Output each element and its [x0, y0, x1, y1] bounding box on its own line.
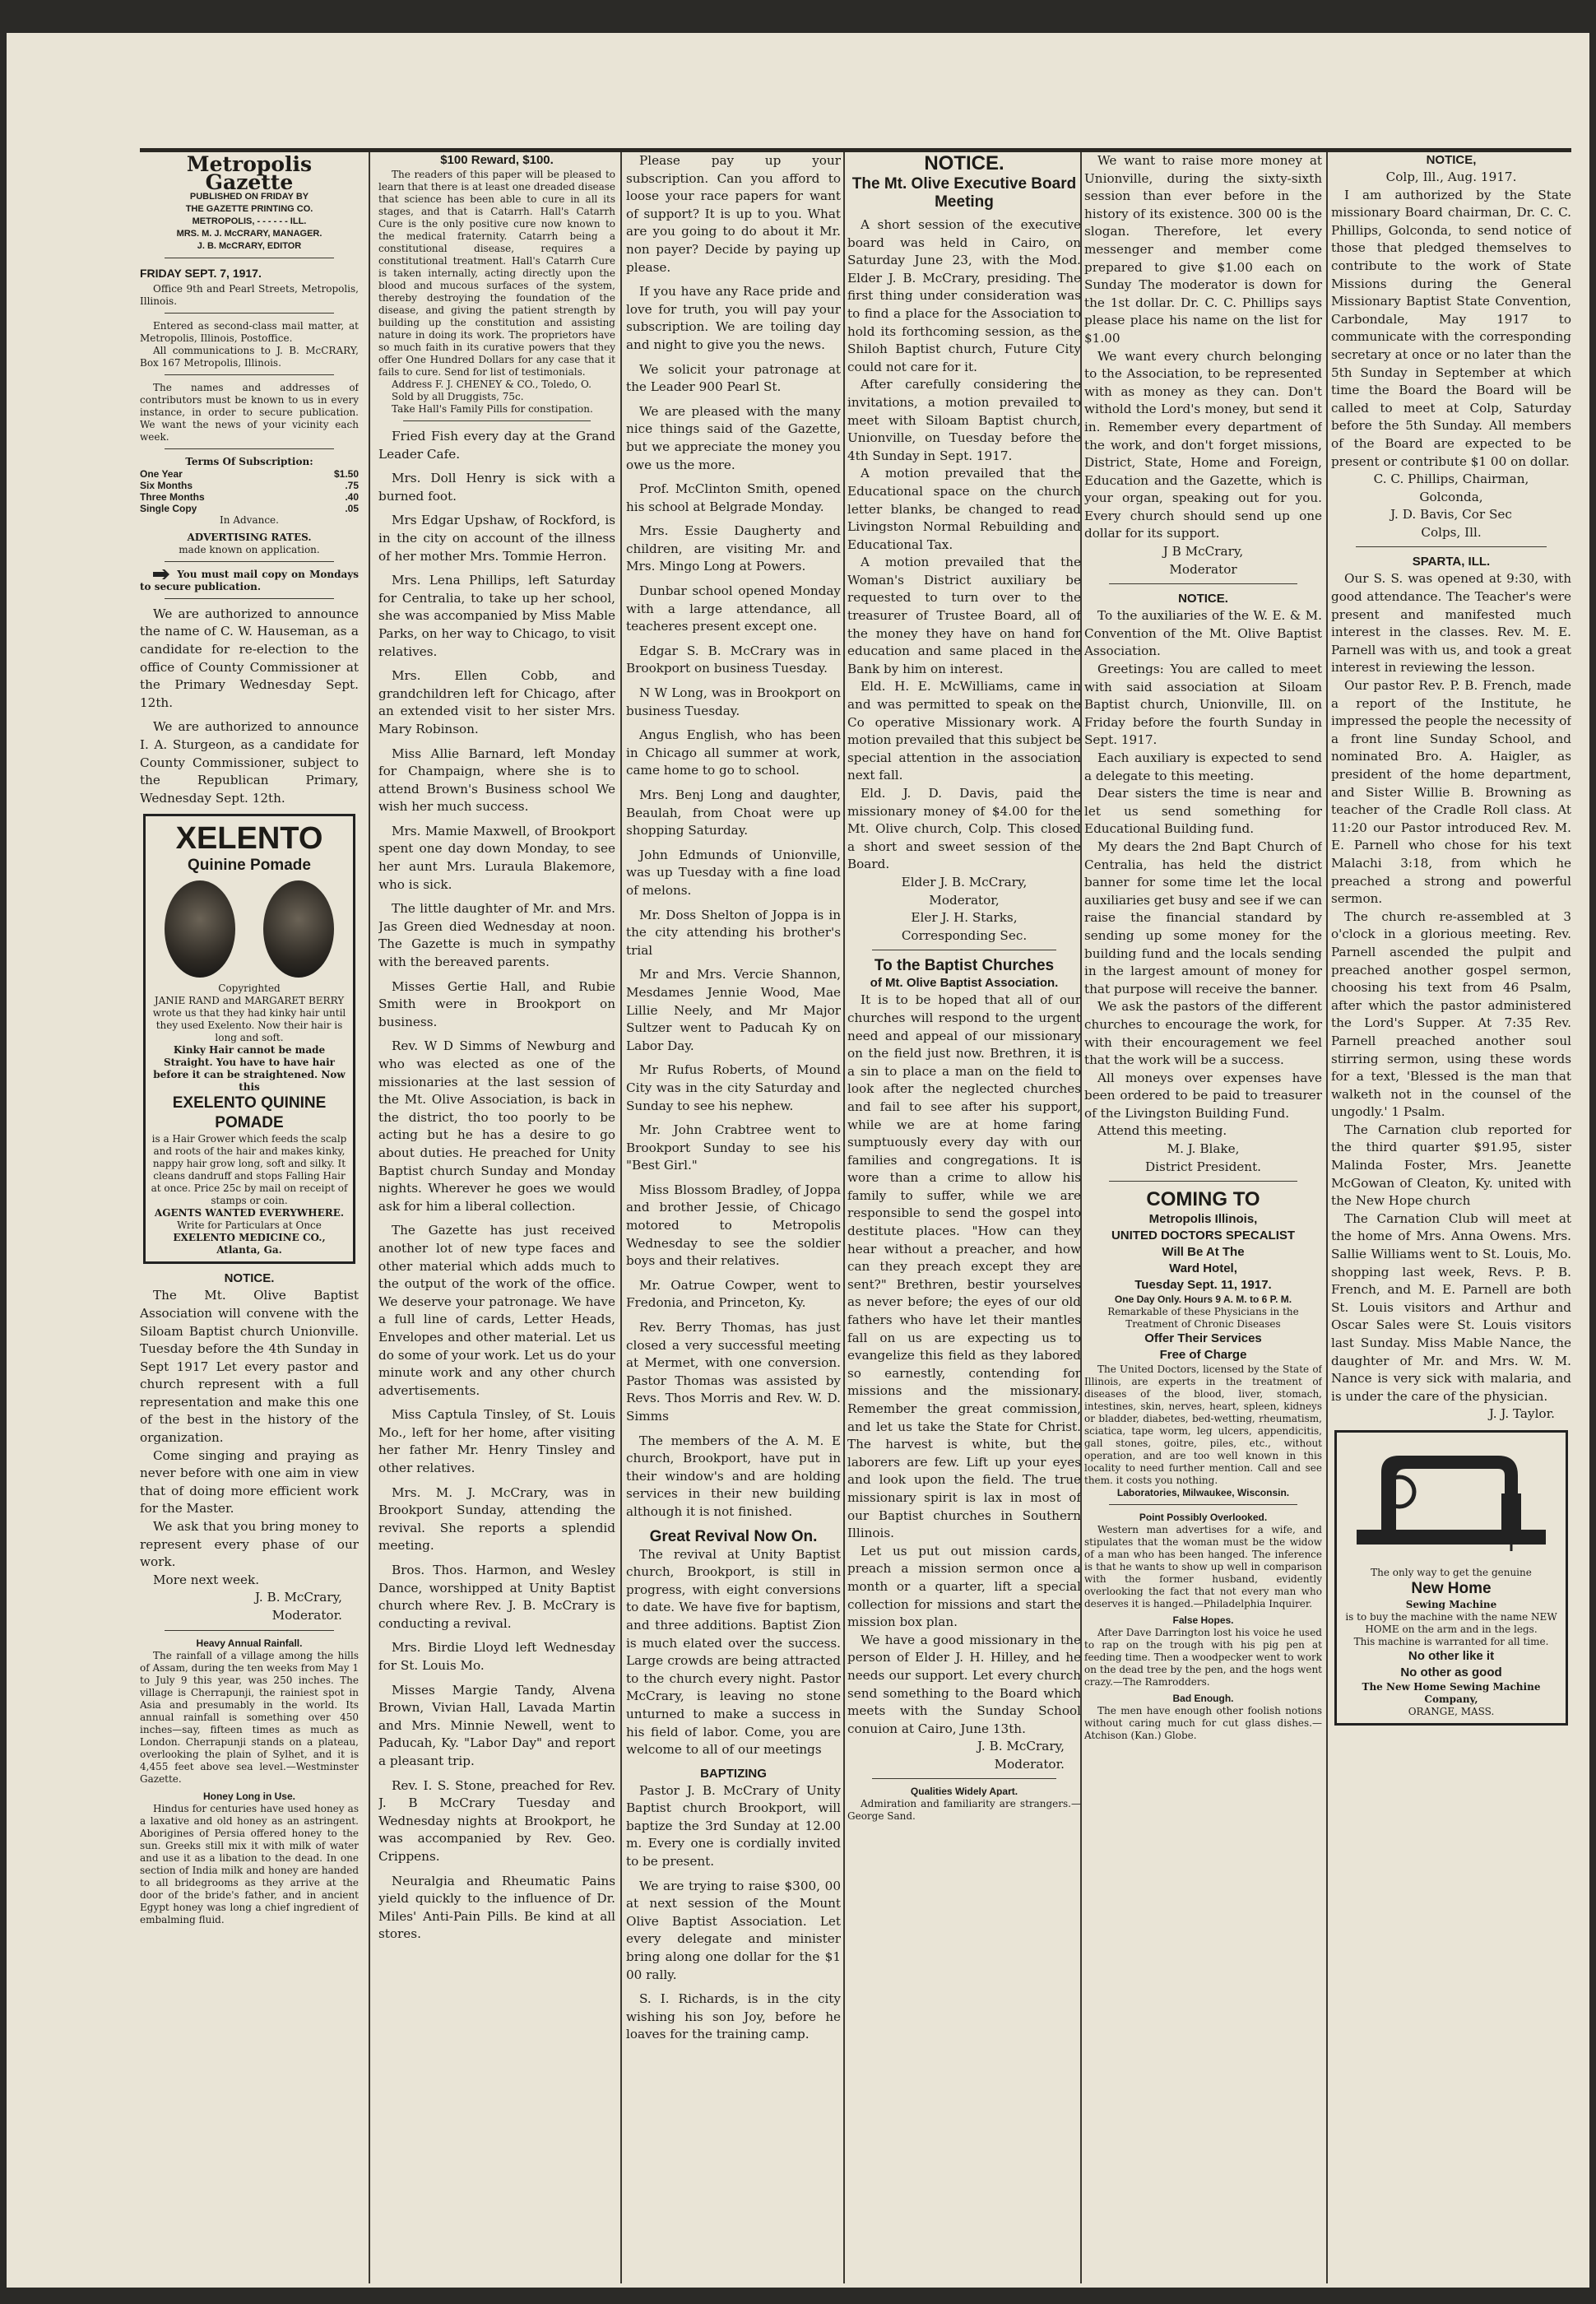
- revival-title: Great Revival Now On.: [649, 1527, 818, 1545]
- new-home-company: The New Home Sewing Machine Company,: [1362, 1680, 1541, 1705]
- doctors-city: Metropolis Illinois,: [1148, 1212, 1258, 1227]
- baptist-paragraph: Let us put out mission cards, preach a mission sermon once a month or a quarter, lift a special collection for missions and start the mission box plan.: [847, 1543, 1081, 1630]
- wem-paragraph: Dear sisters the time is near and let us send something for Educational Building fund.: [1084, 786, 1322, 837]
- wem-paragraph: All moneys over expenses have been ordered to be paid to treasurer of the Livingston Building Fund.: [1084, 1070, 1322, 1121]
- xelento-line1: Kinky Hair cannot be made Straight. You have to have hair before it can be straightened. Now this: [153, 1044, 346, 1094]
- baptizing-paragraph: We are trying to raise $300, 00 at next session of the Mount Olive Baptist Association. Let every delegate and minister bring along one dollar for the $1 00 rally.: [626, 1878, 841, 1982]
- news-item: Mrs. Essie Daugherty and children, are visiting Mr. and Mrs. Mingo Long at Powers.: [626, 523, 841, 574]
- divider: [1109, 583, 1297, 584]
- news-item: Neuralgia and Rheumatic Pains yield quickly to the influence of Dr. Miles' Anti-Pain Pills. Be kind at all stores.: [378, 1873, 615, 1942]
- doctors-date: Tuesday Sept. 11, 1917.: [1134, 1278, 1272, 1293]
- wem-notice-title: NOTICE.: [1178, 592, 1228, 606]
- xelento-copyright: Copyrighted: [218, 982, 281, 995]
- adv-rates: ADVERTISING RATES.: [187, 531, 312, 543]
- office-address: Office 9th and Pearl Streets, Metropolis, Illinois.: [140, 282, 359, 307]
- col2-news-list: [378, 428, 615, 1944]
- sparta-paragraph: Our pastor Rev. P. B. French, made a report of the Institute, he impressed the people the necessity of a front line Sunday School, and nominated Bro. A. Haigler, as president of the home department, and Sister Willie B. Browning as teacher of the Cradle Roll class. At 11:20 our Pastor introduced Rev. M. E. Parnell who chose for his text Malachi 3:18, from which he preached a strong and powerful sermon.: [1331, 678, 1571, 907]
- colp-sign: J. D. Bavis, Cor Sec: [1390, 507, 1512, 523]
- masthead-manager: MRS. M. J. McCRARY, MANAGER.: [176, 229, 322, 239]
- new-home-line3: This machine is warranted for all time.: [1353, 1635, 1549, 1647]
- terms-row: [140, 480, 359, 491]
- sparta-paragraph: The Carnation club reported for the third quarter $91.95, sister Malinda Foster, Mrs. Jeanette McGowan of Cleaton, Ky. united with the New Hope church: [1331, 1122, 1571, 1209]
- entered-notice: Entered as second-class mail matter, at Metropolis, Illinois, Postoffice.: [140, 319, 359, 344]
- exec-paragraph: A short session of the executive board was held in Cairo, on Saturday June 23, with the Mod. Elder J. B. McCrary, presiding. The first thing under consideration was to find a place for the Association to hold its forthcoming session, as the Shiloh Baptist church, Future City could not care for it.: [847, 217, 1081, 374]
- xelento-line2: is a Hair Grower which feeds the scalp and roots of the hair and makes kinky, nappy hair grow long, soft and silky. It cleans dandruff and stops Falling Hair at once. Price 25c by mail on receipt of stamps or coin.: [151, 1133, 348, 1207]
- column-1: [140, 152, 359, 2283]
- terms-row: [140, 468, 359, 480]
- revival-body: The revival at Unity Baptist church, Brookport, is still in progress, with eight conversions to date. We have five for baptism, and three additions. Baptist Zion is much elated over the success. Large crowds are being attracted to the church every night. Pastor McCrary, is leaving no stone unturned to make a success in his field of labor. Come, you are welcome to all of our meetings: [626, 1546, 841, 1758]
- xelento-company: EXELENTO MEDICINE CO., Atlanta, Ga.: [173, 1232, 326, 1257]
- portrait-image: [263, 880, 334, 978]
- terms-label: Three Months: [140, 490, 205, 503]
- announcement: We are authorized to announce I. A. Sturgeon, as a candidate for County Commissioner, subject to the Republican Primary, Wednesday Sept. 12th.: [140, 719, 359, 806]
- divider: [1109, 1504, 1297, 1505]
- exec-sign: Elder J. B. McCrary,: [901, 874, 1028, 890]
- news-item: Misses Margie Tandy, Alvena Brown, Vivian Hall, Lavada Martin and Mrs. Minnie Newell, went to Paducah, Ky. "Labor Day" and report a pleasant trip.: [378, 1682, 615, 1768]
- colp-sign: Colps, Ill.: [1421, 524, 1482, 540]
- adv-rates-2: made known on application.: [179, 543, 320, 555]
- wem-paragraph: My dears the 2nd Bapt Church of Centralia, has held the district banner for some time let the local auxiliaries get busy and see if we can raise the financial standard by sending up some money for the building fund and the locals sending in the largest amount of money for that purpose will receive the banner.: [1084, 838, 1322, 996]
- wem-paragraph: To the auxiliaries of the W. E. & M. Convention of the Mt. Olive Baptist Association.: [1084, 608, 1322, 659]
- qualities-body: Admiration and familiarity are strangers.—George Sand.: [847, 1798, 1081, 1823]
- news-item: Misses Gertie Hall, and Rubie Smith were in Brookport on business.: [378, 978, 615, 1029]
- news-item: N W Long, was in Brookport on business Tuesday.: [626, 685, 841, 718]
- news-item: Please pay up your subscription. Can you afford to loose your race papers for want of support? It is up to you. What are you going to do about it Mr. non payer? Decide by paying up please.: [626, 153, 841, 275]
- bad-enough-title: Bad Enough.: [1172, 1693, 1234, 1705]
- point-title: Point Possibly Overlooked.: [1139, 1512, 1268, 1524]
- colp-body: I am authorized by the State missionary Board chairman, Dr. C. C. Phillips, Golconda, to send notice of those that pledged themselves to contribute to the work of State Missions during the General Missionary Baptist State Convention, Carbondale, May 1917 to communicate with the corresponding secretary at once or no later than the 5th Sunday in September at which time the Board the Board will be called to meet at Colp, Saturday before the 5th Sunday. All members of the Board are expected to be present or contribute $1 00 on dollar.: [1331, 187, 1571, 469]
- column-5: [1084, 152, 1322, 2283]
- doctors-remarkable: Remarkable of these Physicians in the Treatment of Chronic Diseases: [1107, 1306, 1299, 1331]
- notice-signature: J. B. McCrary,: [254, 1590, 342, 1605]
- honey-body: Hindus for centuries have used honey as a laxative and old honey as an astringent. Aborigines of Persia offered honey to the sun. Greeks still mix it with milk of water and use it as a libation to the dead. In one section of India milk and honey are handed to all bridegrooms as they arrive at the door of the bride's father, and in ancient Egypt honey was long a chief ingredient of embalming fluid.: [140, 1802, 359, 1925]
- baptizing-paragraph: S. I. Richards, is in the city wishing his son Joy, before he loaves for the training camp.: [626, 1991, 841, 2042]
- baptist-sign-role: Moderator.: [994, 1756, 1065, 1772]
- divider: [1356, 546, 1547, 547]
- portraits: [151, 880, 348, 978]
- news-item: John Edmunds of Unionville, was up Tuesday with a fine load of melons.: [626, 847, 841, 898]
- news-item: Mr. Doss Shelton of Joppa is in the city attending his brother's trial: [626, 907, 841, 958]
- baptizing-title: BAPTIZING: [700, 1766, 767, 1781]
- divider: [165, 598, 334, 599]
- wem-sign: M. J. Blake,: [1167, 1141, 1240, 1157]
- terms-row: [140, 491, 359, 503]
- news-item: Dunbar school opened Monday with a large attendance, all teacheres present except one.: [626, 583, 841, 634]
- col5-sign: J B McCrary,: [1162, 544, 1244, 560]
- news-item: The members of the A. M. E church, Brookport, have put in their window's and are holding services in their new building although it is not finished.: [626, 1433, 841, 1519]
- doctors-ad: [1084, 1188, 1322, 1499]
- news-item: Rev. Berry Thomas, has just closed a very successful meeting at Mermet, with one conversion. Pastor Thomas was assisted by Revs. Thos Morris and Rev. W. D. Simms: [626, 1320, 841, 1424]
- doctors-lab: Laboratories, Milwaukee, Wisconsin.: [1116, 1487, 1290, 1499]
- new-home-ad: [1334, 1430, 1568, 1726]
- wem-paragraph: Greetings: You are called to meet with said association at Siloam Baptist church, Unionville, Ill. on Friday before the fourth Sunday in Sept. 1917.: [1084, 662, 1322, 748]
- news-item: The little daughter of Mr. and Mrs. Jas Green died Wednesday at noon. The Gazette is much in sympathy with the bereaved parents.: [378, 901, 615, 970]
- news-item: Fried Fish every day at the Grand Leader Cafe.: [378, 429, 615, 462]
- terms-label: Single Copy: [140, 502, 197, 514]
- xelento-agents-2: Write for Particulars at Once: [177, 1219, 322, 1232]
- communications-notice: All communications to J. B. McCRARY, Box 167 Metropolis, Illinois.: [140, 344, 359, 369]
- exec-notice-subtitle: The Mt. Olive Executive Board Meeting: [851, 175, 1077, 211]
- false-hopes-title: False Hopes.: [1172, 1614, 1234, 1627]
- news-item: Mrs. Benj Long and daughter, Beaulah, from Choat were up shopping Saturday.: [626, 787, 841, 838]
- new-home-line2: is to buy the machine with the name NEW HOME on the arm and in the legs.: [1345, 1610, 1557, 1635]
- notice-paragraph: Come singing and praying as never before with one aim in view that of doing more efficient work for the Master.: [140, 1447, 359, 1517]
- doctors-will-be: Will Be At The: [1162, 1245, 1245, 1260]
- news-item: Mr and Mrs. Vercie Shannon, Mesdames Jennie Wood, Mae Lillie Neely, and Mr Major Sultzer went to Paducah Ky on Labor Day.: [626, 967, 841, 1053]
- issue-date: FRIDAY SEPT. 7, 1917.: [140, 267, 262, 281]
- doctors-hotel: Ward Hotel,: [1169, 1261, 1237, 1276]
- wem-paragraph: We ask the pastors of the different churches to encourage the work, for with their encouragement we feel that the work will be a success.: [1084, 999, 1322, 1068]
- xelento-ad: [143, 814, 355, 1264]
- terms-price: .75: [345, 479, 359, 491]
- exec-paragraph: A motion prevailed that the Educational space on the church letter blanks, be changed to read Livingston Normal Rebuilding and Educational Tax.: [847, 466, 1081, 552]
- bad-enough-body: The men have enough other foolish notions without caring much for cut glass dishes.—Atchison (Kan.) Globe.: [1084, 1705, 1322, 1742]
- notice-paragraph: We ask that you bring money to represent every phase of our work.: [140, 1519, 359, 1570]
- col5-paragraph: We want every church belonging to the Association, to be represented with as money as they can. Don't withold the Lord's money, but send it in. Remember every department of the work, and don't forget missions, District, State, Home and Foreign, Education and the Gazette, which is your organ, speaking out for you. Every church should send up one dollar for its support.: [1084, 348, 1322, 541]
- colp-sign: C. C. Phillips, Chairman,: [1373, 471, 1529, 487]
- doctors-title: UNITED DOCTORS SPECALIST: [1111, 1229, 1296, 1243]
- news-item: Mr. John Crabtree went to Brookport Sunday to see his "Best Girl.": [626, 1122, 841, 1173]
- colp-sign: Golconda,: [1419, 489, 1483, 504]
- doctors-coming: COMING TO: [1146, 1188, 1260, 1211]
- sparta-paragraph: The church re-assembled at 3 o'clock in a glorious meeting. Rev. Parnell ascended the pulpit and preached another gospel sermon, choosing his text from 46 Psalm, after which the pastor administered the Lord's Supper. At 7:35 Rev. Parnell preached another soul stirring sermon, using these words for a text, 'Blessed is the man that walketh not in the counsel of the ungodly.' 1 Psalm.: [1331, 908, 1571, 1120]
- terms-price: .40: [345, 490, 359, 503]
- doctors-body: The United Doctors, licensed by the State of Illinois, are experts in the treatment of diseases of the blood, liver, stomach, intestines, skin, nerves, heart, spleen, kidneys or bladder, diabetes, bed-wetting, rheumatism, sciatica, tape worm, leg ulcers, appendicitis, gall stones, goitre, piles, etc., without operation, and are too well known in this locality to need further mention. Call and see them. it costs you nothing.: [1084, 1363, 1322, 1487]
- masthead-place: METROPOLIS, - - - - - - ILL.: [192, 216, 307, 227]
- news-item: Mrs. Ellen Cobb, and grandchildren left for Chicago, after an extended visit to her sister Mrs. Mary Robinson.: [378, 668, 615, 736]
- reward-title: $100 Reward, $100.: [440, 153, 554, 167]
- rainfall-body: The rainfall of a village among the hills of Assam, during the ten weeks from May 1 to July 9 this year, was 250 inches. The village is Cherrapunji, the rainiest spot in Asia and presumably in the world. Its annual rainfall is something over 450 inches—say, fifteen times as much as London. Cherrapunji stands on a plateau, overlooking the plain of Sylhet, and it is 4,455 feet above sea level.—Westminster Gazette.: [140, 1649, 359, 1785]
- news-item: Rev. W D Simms of Newburg and who was elected as one of the missionaries at the last session of the Mt. Olive Association, is back in the district, tho too poorly to be acting but he has a desire to go about duties. He preached for Unity Baptist church Sunday and Monday nights. Wherever he goes we would ask for him a liberal collection.: [378, 1038, 615, 1214]
- column-divider: [843, 152, 845, 2283]
- new-home-place: ORANGE, MASS.: [1408, 1705, 1495, 1717]
- news-item: Mrs. Mamie Maxwell, of Brookport spent one day down Monday, to see her aunt Mrs. Luraula Blakemore, who is sick.: [378, 823, 615, 892]
- terms-title: Terms Of Subscription:: [185, 455, 313, 467]
- exec-notice-title: NOTICE.: [924, 152, 1004, 174]
- divider: [165, 374, 334, 375]
- news-item: Rev. I. S. Stone, preached for Rev. J. B McCrary Tuesday and Wednesday nights at Brookport, he was accompanied by Rev. Geo. Crippens.: [378, 1777, 615, 1864]
- news-item: Miss Allie Barnard, left Monday for Champaign, where she is to attend Brown's Business school We wish her much success.: [378, 746, 615, 815]
- wem-sign: District President.: [1144, 1159, 1262, 1174]
- exec-sign: Eler J. H. Starks,: [911, 910, 1018, 926]
- column-3: [626, 152, 841, 2283]
- news-item: Miss Captula Tinsley, of St. Louis Mo., left for her home, after visiting her father Mr. Henry Tinsley and other relatives.: [378, 1407, 615, 1476]
- wem-paragraph: Attend this meeting.: [1097, 1123, 1227, 1139]
- sparta-paragraph: The Carnation Club will meet at the home of Mrs. Anna Owens. Mrs. Sallie Williams went to St. Louis, Mo. shopping last week, Revs. P. B. French, and M. E. Parnell are both St. Louis visitors and Arthur and Oscar Sales were St. Louis visitors last Sunday. Miss Mable Nance, the daughter of Mr. and Mrs. W. M. Nance is very sick with malaria, and is under the care of the physician.: [1331, 1210, 1571, 1404]
- terms-label: One Year: [140, 467, 183, 480]
- masthead-publisher: THE GAZETTE PRINTING CO.: [185, 204, 313, 215]
- colp-dateline: Colp, Ill., Aug. 1917.: [1385, 170, 1517, 184]
- baptist-churches-subtitle: of Mt. Olive Baptist Association.: [870, 976, 1059, 991]
- doctors-free: Free of Charge: [1159, 1348, 1247, 1363]
- terms-price: .05: [345, 502, 359, 514]
- divider: [165, 313, 334, 314]
- exec-paragraph: Eld. H. E. McWilliams, came in and was permitted to speak on the Co operative Missionary work. A motion prevailed that this subject be special attention in the association next fall.: [847, 679, 1081, 783]
- honey-title: Honey Long in Use.: [202, 1790, 295, 1802]
- masthead-title: Metropolis Gazette: [186, 152, 313, 194]
- column-divider: [1326, 152, 1328, 2283]
- new-home-no-other: No other like it: [1408, 1648, 1495, 1663]
- column-4: [847, 152, 1081, 2283]
- baptist-paragraph: It is to be hoped that all of our churches will respond to the urgent need and appeal of our missionary on the field just now. Brethren, it is a sin to place a man on the field to look after the neglected churches and fail to see after his support, while we are at home faring sumptuously every day with our families and congregations. It is wore than a crime to allow his family to suffer, while we are responsible to send the gospel into destitute places. "How can they hear without a preacher, and how can they preach except they are sent?" Brethren, bestir yourselves as never before; the eyes of our old fathers who have let their mantles fall on us are expecting us to evangelize this field as they labored so earnestly, contending for missions and the missionary. Remember the great commission, and let us take the State for Christ. The harvest is white, but the laborers are few. Lift up your eyes and look upon the field. The true missionary spirit is lax in most of our Baptist churches in Southern Illinois.: [847, 992, 1081, 1541]
- column-6: [1331, 152, 1571, 2283]
- copy-notice-text: You must mail copy on Mondays to secure publication.: [140, 568, 359, 592]
- announcement: We are authorized to announce the name of C. W. Hauseman, as a candidate for re-election to the office of County Commissioner at the Primary Wednesday Sept. 12th.: [140, 606, 359, 710]
- reward-sold: Sold by all Druggists, 75c.: [392, 391, 524, 402]
- divider: [872, 1778, 1056, 1779]
- terms-label: Six Months: [140, 479, 193, 491]
- copy-notice: [140, 569, 359, 593]
- exec-paragraph: After carefully considering the invitations, a motion prevailed to meet with Siloam Baptist church, Unionville, on Tuesday before the 4th Sunday in Sept. 1917.: [847, 377, 1081, 463]
- divider: [165, 448, 334, 449]
- false-hopes-body: After Dave Darrington lost his voice he used to rap on the trough with his pig pen at feeding time. Then a woodpecker went to work on the dead tree by the pen, and the hogs went crazy.—The Ramrodders.: [1084, 1627, 1322, 1689]
- divider: [165, 1630, 334, 1631]
- news-item: Mr. Oatrue Cowper, went to Fredonia, and Princeton, Ky.: [626, 1277, 841, 1311]
- sewing-machine-icon: [1348, 1438, 1554, 1561]
- masthead-published: PUBLISHED ON FRIDAY BY: [189, 192, 309, 202]
- news-item: Mrs Edgar Upshaw, of Rockford, is in the city on account of the illness of her mother Mrs. Tommie Herron.: [378, 513, 615, 564]
- col3-news-list: [626, 152, 841, 1521]
- column-2: [378, 152, 615, 2283]
- baptist-churches-title: To the Baptist Churches: [874, 957, 1055, 975]
- news-item: Angus English, who has been in Chicago all summer at work, came home to go to school.: [626, 727, 841, 778]
- notice-paragraph: The Mt. Olive Baptist Association will convene with the Siloam Baptist church Unionville. Tuesday before the 4th Sunday in Sept 1917 Let every pastor and church represent with a full representation and make this one of the best in the history of the organization.: [140, 1288, 359, 1446]
- sparta-title: SPARTA, ILL.: [1412, 555, 1491, 569]
- qualities-title: Qualities Widely Apart.: [910, 1786, 1018, 1798]
- new-home-no-other-2: No other as good: [1400, 1665, 1502, 1679]
- xelento-title: XELENTO: [175, 821, 323, 857]
- new-home-brand-2: Sewing Machine: [1405, 1598, 1497, 1610]
- exec-paragraph: A motion prevailed that the Woman's District auxiliary be requested to turn over to the treasurer of Trustee Board, all of the money they have on hand for education and same placed in the Bank by him on interest.: [847, 555, 1081, 676]
- notice-title: NOTICE.: [224, 1271, 275, 1286]
- sparta-paragraph: Our S. S. was opened at 9:30, with good attendance. The Teacher's were present and manifested much interest in the classes. Rev. M. E. Parnell was with us, and took a great interest in reviewing the lesson.: [1331, 571, 1571, 676]
- col5-sign: Moderator: [1169, 561, 1237, 577]
- news-item: The Gazette has just received another lot of new type faces and other material which adds much to the output of the work of the office. We deserve your patronage. We have a full line of cards, Letter Heads, Envelopes and other material. Let us do some of your work. Let us do your minute work and any other church advertisements.: [378, 1223, 615, 1398]
- exec-sign: Corresponding Sec.: [901, 927, 1028, 943]
- news-item: Mrs. M. J. McCrary, was in Brookport Sunday, attending the revival. She reports a splendid meeting.: [378, 1484, 615, 1554]
- doctors-offer: Offer Their Services: [1144, 1331, 1262, 1346]
- news-item: Bros. Thos. Harmon, and Wesley Dance, worshipped at Unity Baptist church where Rev. J. B. McCrary is conducting a revival.: [378, 1563, 615, 1631]
- reward-pills: Take Hall's Family Pills for constipation.: [392, 403, 593, 415]
- xelento-subtitle: Quinine Pomade: [188, 857, 311, 875]
- notice-paragraph: More next week.: [153, 1572, 260, 1587]
- pointing-hand-icon: [153, 569, 173, 580]
- sparta-sign: J. J. Taylor.: [1488, 1406, 1555, 1422]
- column-divider: [369, 152, 370, 2283]
- portrait-image: [165, 880, 235, 978]
- contributors-notice: The names and addresses of contributors must be known to us in every instance, in order to secure publication. We want the news of your vicinity each week.: [140, 381, 359, 443]
- terms-list: [140, 468, 359, 514]
- news-item: Mrs. Lena Phillips, left Saturday for Centralia, to take up her school, she was accompanied by Miss Mable Parks, on her way to Chicago, to visit relatives.: [378, 573, 615, 659]
- column-divider: [620, 152, 622, 2283]
- news-item: Miss Blossom Bradley, of Joppa and brother Jessie, of Chicago motored to Metropolis Wednesday to see the soldier boys and their relatives.: [626, 1182, 841, 1269]
- newspaper-page: [7, 33, 1589, 2288]
- new-home-line1: The only way to get the genuine: [1371, 1566, 1532, 1578]
- masthead-editor: J. B. McCRARY, EDITOR: [197, 241, 302, 252]
- baptist-sign: J. B. McCrary,: [977, 1739, 1065, 1754]
- news-item: Edgar S. B. McCrary was in Brookport on business Tuesday.: [626, 643, 841, 676]
- exec-sign: Moderator,: [929, 892, 1000, 908]
- terms-advance: In Advance.: [220, 513, 279, 526]
- divider: [165, 561, 334, 562]
- new-home-brand: New Home: [1411, 1579, 1492, 1597]
- terms-row: [140, 503, 359, 514]
- exec-paragraph: Eld. J. D. Davis, paid the missionary money of $4.00 for the Mt. Olive church, Colp. This closed a short and sweet session of the Board.: [847, 786, 1081, 872]
- news-item: Mrs. Doll Henry is sick with a burned foot.: [378, 471, 615, 504]
- rainfall-title: Heavy Annual Rainfall.: [196, 1637, 303, 1649]
- colp-notice-title: NOTICE,: [1426, 153, 1477, 167]
- baptizing-paragraph: Pastor J. B. McCrary of Unity Baptist church Brookport, will baptize the 3rd Sunday at 12.00 m. Every one is cordially invited to be present.: [626, 1782, 841, 1870]
- news-item: Prof. McClinton Smith, opened his school at Belgrade Monday.: [626, 481, 841, 514]
- divider: [1109, 1181, 1297, 1182]
- news-item: We are pleased with the many nice things said of the Gazette, but we appreciate the money you owe us the more.: [626, 403, 841, 472]
- xelento-brand: EXELENTO QUININE POMADE: [172, 1094, 327, 1132]
- doctors-hours: One Day Only. Hours 9 A. M. to 6 P. M.: [1114, 1294, 1292, 1306]
- point-body: Western man advertises for a wife, and stipulates that the woman must be the widow of a man who has been hanged. The inference is that he wants to show up well in comparison with the former husband, evidently overlooking the fact that not every man who deserves it is hanged.—Philadelphia Inquirer.: [1084, 1524, 1322, 1610]
- xelento-agents: AGENTS WANTED EVERYWHERE.: [154, 1207, 345, 1219]
- news-item: Mr Rufus Roberts, of Mound City was in the city Saturday and Sunday to see his nephew.: [626, 1062, 841, 1113]
- baptist-paragraph: We have a good missionary in the person of Elder J. H. Hilley, and he needs our support. Let every church send something to the Board which meets with the Sunday School conuion at Cairo, June 13th.: [847, 1632, 1081, 1736]
- wem-paragraph: Each auxiliary is expected to send a delegate to this meeting.: [1084, 750, 1322, 783]
- divider: [403, 420, 591, 421]
- terms-price: $1.50: [333, 467, 359, 480]
- xelento-caption: JANIE RAND and MARGARET BERRY wrote us that they had kinky hair until they used Exelento. Now their hair is long and soft.: [152, 995, 346, 1044]
- news-item: If you have any Race pride and love for truth, you will pay your subscription. We are toiling day and night to give you the news.: [626, 284, 841, 352]
- news-item: We solicit your patronage at the Leader 900 Pearl St.: [626, 361, 841, 395]
- notice-signature-role: Moderator.: [271, 1608, 342, 1623]
- reward-body: The readers of this paper will be pleased to learn that there is at least one dreaded disease that science has been able to cure in all its stages, and that is Catarrh. Hall's Catarrh Cure is the only positive cure now known to the medical fraternity. Catarrh being a constitutional disease, requires a constitutional treatment. Hall's Catarrh Cure is taken internally, acting directly upon the blood and mucous surfaces of the system, thereby destroying the foundation of the disease, and giving the patient strength by building up the constitution and assisting nature in doing its work. The proprietors have so much faith in its curative powers that they offer One Hundred Dollars for any case that it fails to cure. Send for list of testimonials.: [378, 169, 615, 378]
- col5-paragraph: We want to raise more money at Unionville, during the sixty-sixth session than ever before in the history of its existence. 300 00 is the slogan. Therefore, let every messenger and member come prepared to give $1.00 each on Sunday The moderator is down for the 1st dollar. Dr. C. C. Phillips says please place his name on the list for $1.00: [1084, 153, 1322, 346]
- reward-address: Address F. J. CHENEY & CO., Toledo, O.: [392, 379, 592, 390]
- news-item: Mrs. Birdie Lloyd left Wednesday for St. Louis Mo.: [378, 1640, 615, 1673]
